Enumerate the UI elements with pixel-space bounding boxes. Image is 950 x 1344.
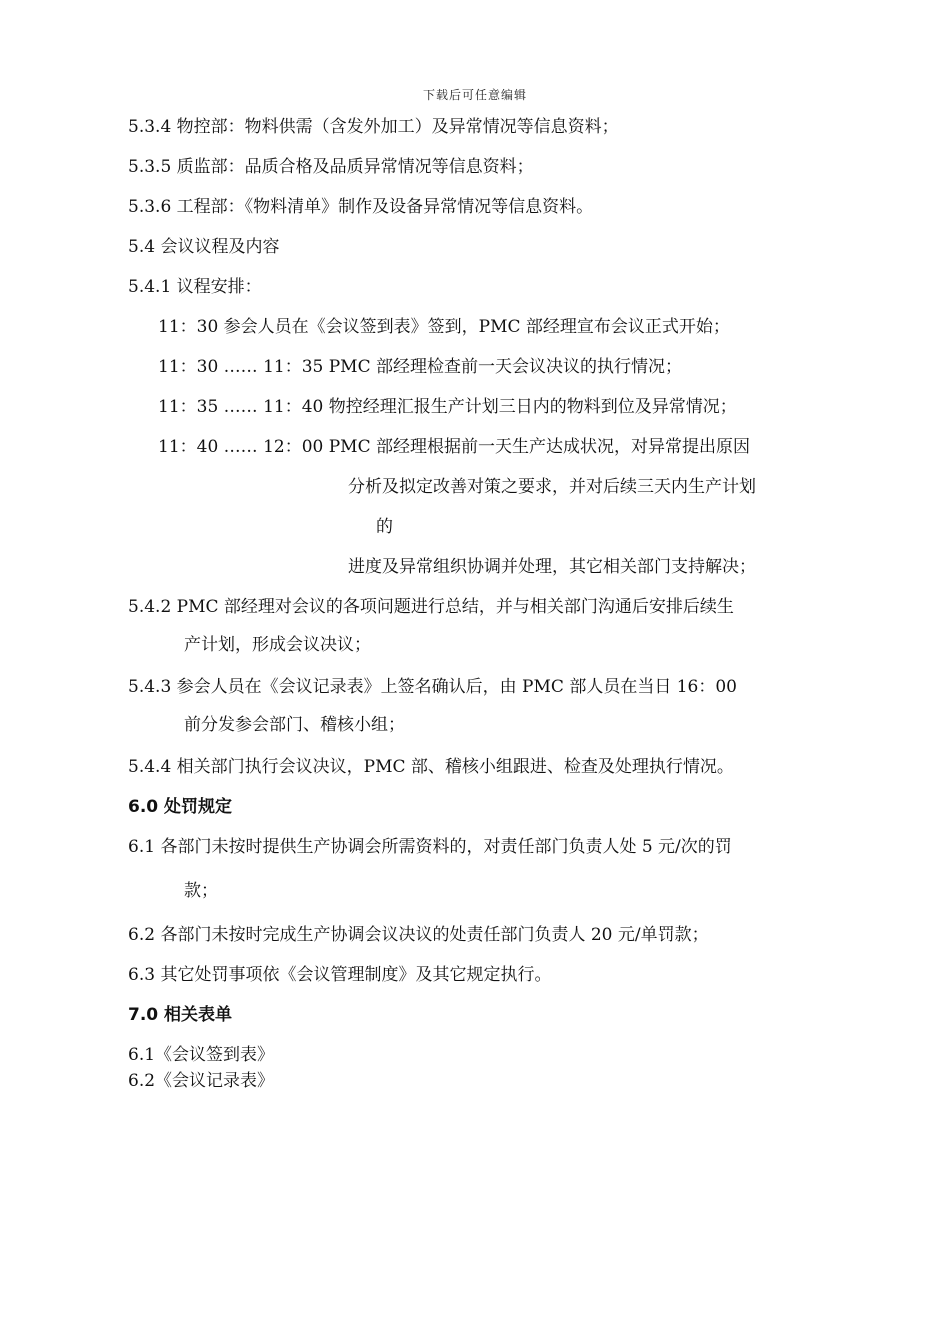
agenda-item-1: 11：30 参会人员在《会议签到表》签到，PMC 部经理宣布会议正式开始； <box>158 317 730 337</box>
section-6-3-text: 6.3 其它处罚事项依《会议管理制度》及其它规定执行。 <box>128 965 552 985</box>
section-5-4-2-continuation: 产计划，形成会议决议； <box>184 635 371 655</box>
section-6-1-continuation: 款； <box>184 881 218 901</box>
section-6-2-text: 6.2 各部门未按时完成生产协调会议决议的处责任部门负责人 20 元/单罚款； <box>128 925 709 945</box>
section-5-4-1-heading: 5.4.1 议程安排： <box>128 277 262 297</box>
section-5-4-4-text: 5.4.4 相关部门执行会议决议，PMC 部、稽核小组跟进、检查及处理执行情况。 <box>128 757 734 777</box>
section-5-3-5-text: 5.3.5 质监部：品质合格及品质异常情况等信息资料； <box>128 157 534 177</box>
form-item-sign-in-sheet: 6.1《会议签到表》 <box>128 1045 275 1065</box>
agenda-item-4-continuation-2: 的 <box>376 517 393 537</box>
page-header-note: 下载后可任意编辑 <box>422 88 527 102</box>
section-5-4-2-text: 5.4.2 PMC 部经理对会议的各项问题进行总结，并与相关部门沟通后安排后续生 <box>128 597 734 617</box>
agenda-item-4-continuation-1: 分析及拟定改善对策之要求，并对后续三天内生产计划 <box>348 477 756 497</box>
section-5-4-3-text: 5.4.3 参会人员在《会议记录表》上签名确认后，由 PMC 部人员在当日 16：00 <box>128 677 737 697</box>
agenda-item-3: 11：35 …… 11：40 物控经理汇报生产计划三日内的物料到位及异常情况； <box>158 397 737 417</box>
section-5-4-3-continuation: 前分发参会部门、稽核小组； <box>184 715 405 735</box>
form-item-meeting-record: 6.2《会议记录表》 <box>128 1071 275 1091</box>
section-6-1-text: 6.1 各部门未按时提供生产协调会所需资料的，对责任部门负责人处 5 元/次的罚 <box>128 837 732 857</box>
section-5-3-4-text: 5.3.4 物控部：物料供需（含发外加工）及异常情况等信息资料； <box>128 117 619 137</box>
agenda-item-4: 11：40 …… 12：00 PMC 部经理根据前一天生产达成状况，对异常提出原因 <box>158 437 750 457</box>
section-5-3-6-text: 5.3.6 工程部：《物料清单》制作及设备异常情况等信息资料。 <box>128 197 594 217</box>
section-7-0-heading: 7.0 相关表单 <box>128 1005 233 1025</box>
section-5-4-heading: 5.4 会议议程及内容 <box>128 237 280 257</box>
agenda-item-4-continuation-3: 进度及异常组织协调并处理，其它相关部门支持解决； <box>348 557 756 577</box>
agenda-item-2: 11：30 …… 11：35 PMC 部经理检查前一天会议决议的执行情况； <box>158 357 682 377</box>
section-6-0-heading: 6.0 处罚规定 <box>128 797 233 817</box>
